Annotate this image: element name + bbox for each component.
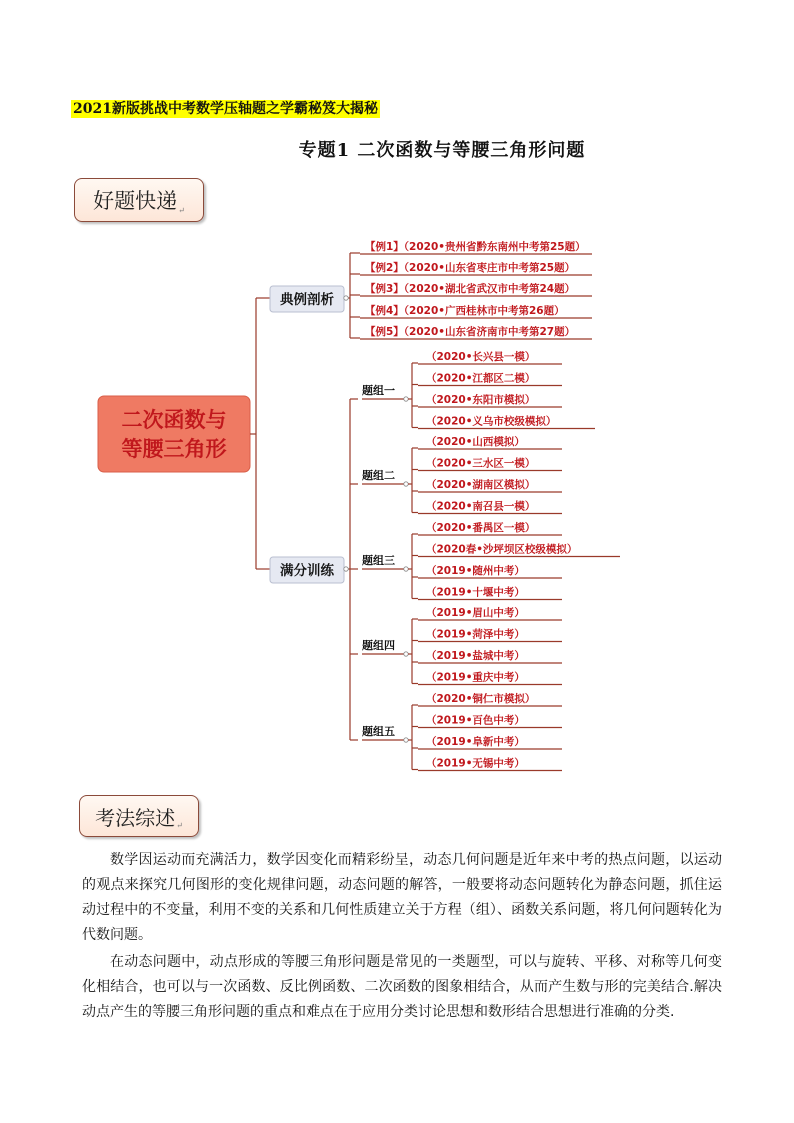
root-node-label: 等腰三角形 (121, 437, 227, 461)
training-item: （2020•湖南区模拟） (426, 479, 536, 491)
training-item: （2020•南召县一模） (426, 500, 536, 513)
root-node-label: 二次函数与 (121, 408, 227, 432)
example-item: 【例5】（2020•山东省济南市中考第27题） (365, 326, 576, 338)
training-item: （2020•江都区二模） (426, 372, 536, 385)
section-title-methods (79, 795, 199, 837)
training-item: （2019•无锡中考） (426, 757, 525, 770)
training-item: （2019•菏泽中考） (426, 628, 525, 641)
training-item: （2019•随州中考） (426, 565, 525, 577)
group-label: 题组一 (362, 384, 395, 397)
paragraph: 在动态问题中，动点形成的等腰三角形问题是常见的一类题型，可以与旋转、平移、对称等几何变化相结合，也可以与一次函数、反比例函数、二次函数的图象相结合，从而产生数与形的完美结合.解决动点产生的等腰三角形问题的重点和难点在于应用分类讨论思想和数形结合思想进行准确的分类. (82, 954, 722, 1020)
example-item: 【例3】（2020•湖北省武汉市中考第24题） (365, 283, 576, 295)
return-mark-icon: ↵ (176, 821, 183, 830)
training-item: （2020•番禺区一模） (426, 522, 536, 534)
training-item: （2019•十堰中考） (426, 586, 525, 599)
training-item: （2019•百色中考） (426, 714, 525, 727)
example-item: 【例1】（2020•贵州省黔东南州中考第25题） (365, 241, 586, 253)
group-label: 题组四 (362, 639, 395, 652)
connector-dot-icon (404, 567, 408, 571)
training-item: （2020•长兴县一模） (426, 351, 536, 363)
training-item: （2019•阜新中考） (426, 736, 525, 748)
return-mark-icon: ↵ (178, 206, 185, 215)
group-label: 题组五 (362, 725, 395, 738)
header-banner: 2021新版挑战中考数学压轴题之学霸秘笈大揭秘 (73, 101, 378, 117)
branch-typical-examples-label: 典例剖析 (280, 292, 334, 308)
branch-full-score-training-label: 满分训练 (280, 563, 334, 579)
group-label: 题组三 (362, 554, 395, 567)
group-label: 题组二 (362, 469, 395, 482)
training-item: （2020•义乌市校级模拟） (426, 415, 557, 428)
connector-dot-icon (404, 652, 408, 656)
page-subtitle: 专题1 二次函数与等腰三角形问题 (298, 140, 586, 161)
training-item: （2019•重庆中考） (426, 671, 525, 684)
training-item: （2020•东阳市模拟） (426, 394, 536, 406)
paragraph: 数学因运动而充满活力，数学因变化而精彩纷呈，动态几何问题是近年来中考的热点问题，以运动的观点来探究几何图形的变化规律问题，动态问题的解答，一般要将动态问题转化为静态问题，抓住运动过程中的不变量，利用不变的关系和几何性质建立关于方程（组）、函数关系问题，将几何问题转化为代数问题。 (82, 852, 722, 943)
section-title-text: 考法综述 (95, 805, 176, 830)
connector-dot-icon (404, 482, 408, 486)
connector-dot-icon (404, 738, 408, 742)
training-item: （2020•三水区一模） (426, 457, 536, 470)
training-item: （2019•眉山中考） (426, 607, 525, 619)
training-item: （2020春•沙坪坝区校级模拟） (426, 543, 578, 556)
training-item: （2019•盐城中考） (426, 650, 525, 662)
example-item: 【例2】（2020•山东省枣庄市中考第25题） (365, 262, 576, 274)
connector-dot-icon (344, 567, 348, 571)
training-item: （2020•山西模拟） (426, 436, 525, 448)
connector-dot-icon (344, 296, 348, 300)
section-title-text: 好题快递 (93, 189, 178, 213)
connector-dot-icon (404, 397, 408, 401)
training-item: （2020•铜仁市模拟） (426, 693, 536, 705)
example-item: 【例4】（2020•广西桂林市中考第26题） (365, 305, 565, 317)
